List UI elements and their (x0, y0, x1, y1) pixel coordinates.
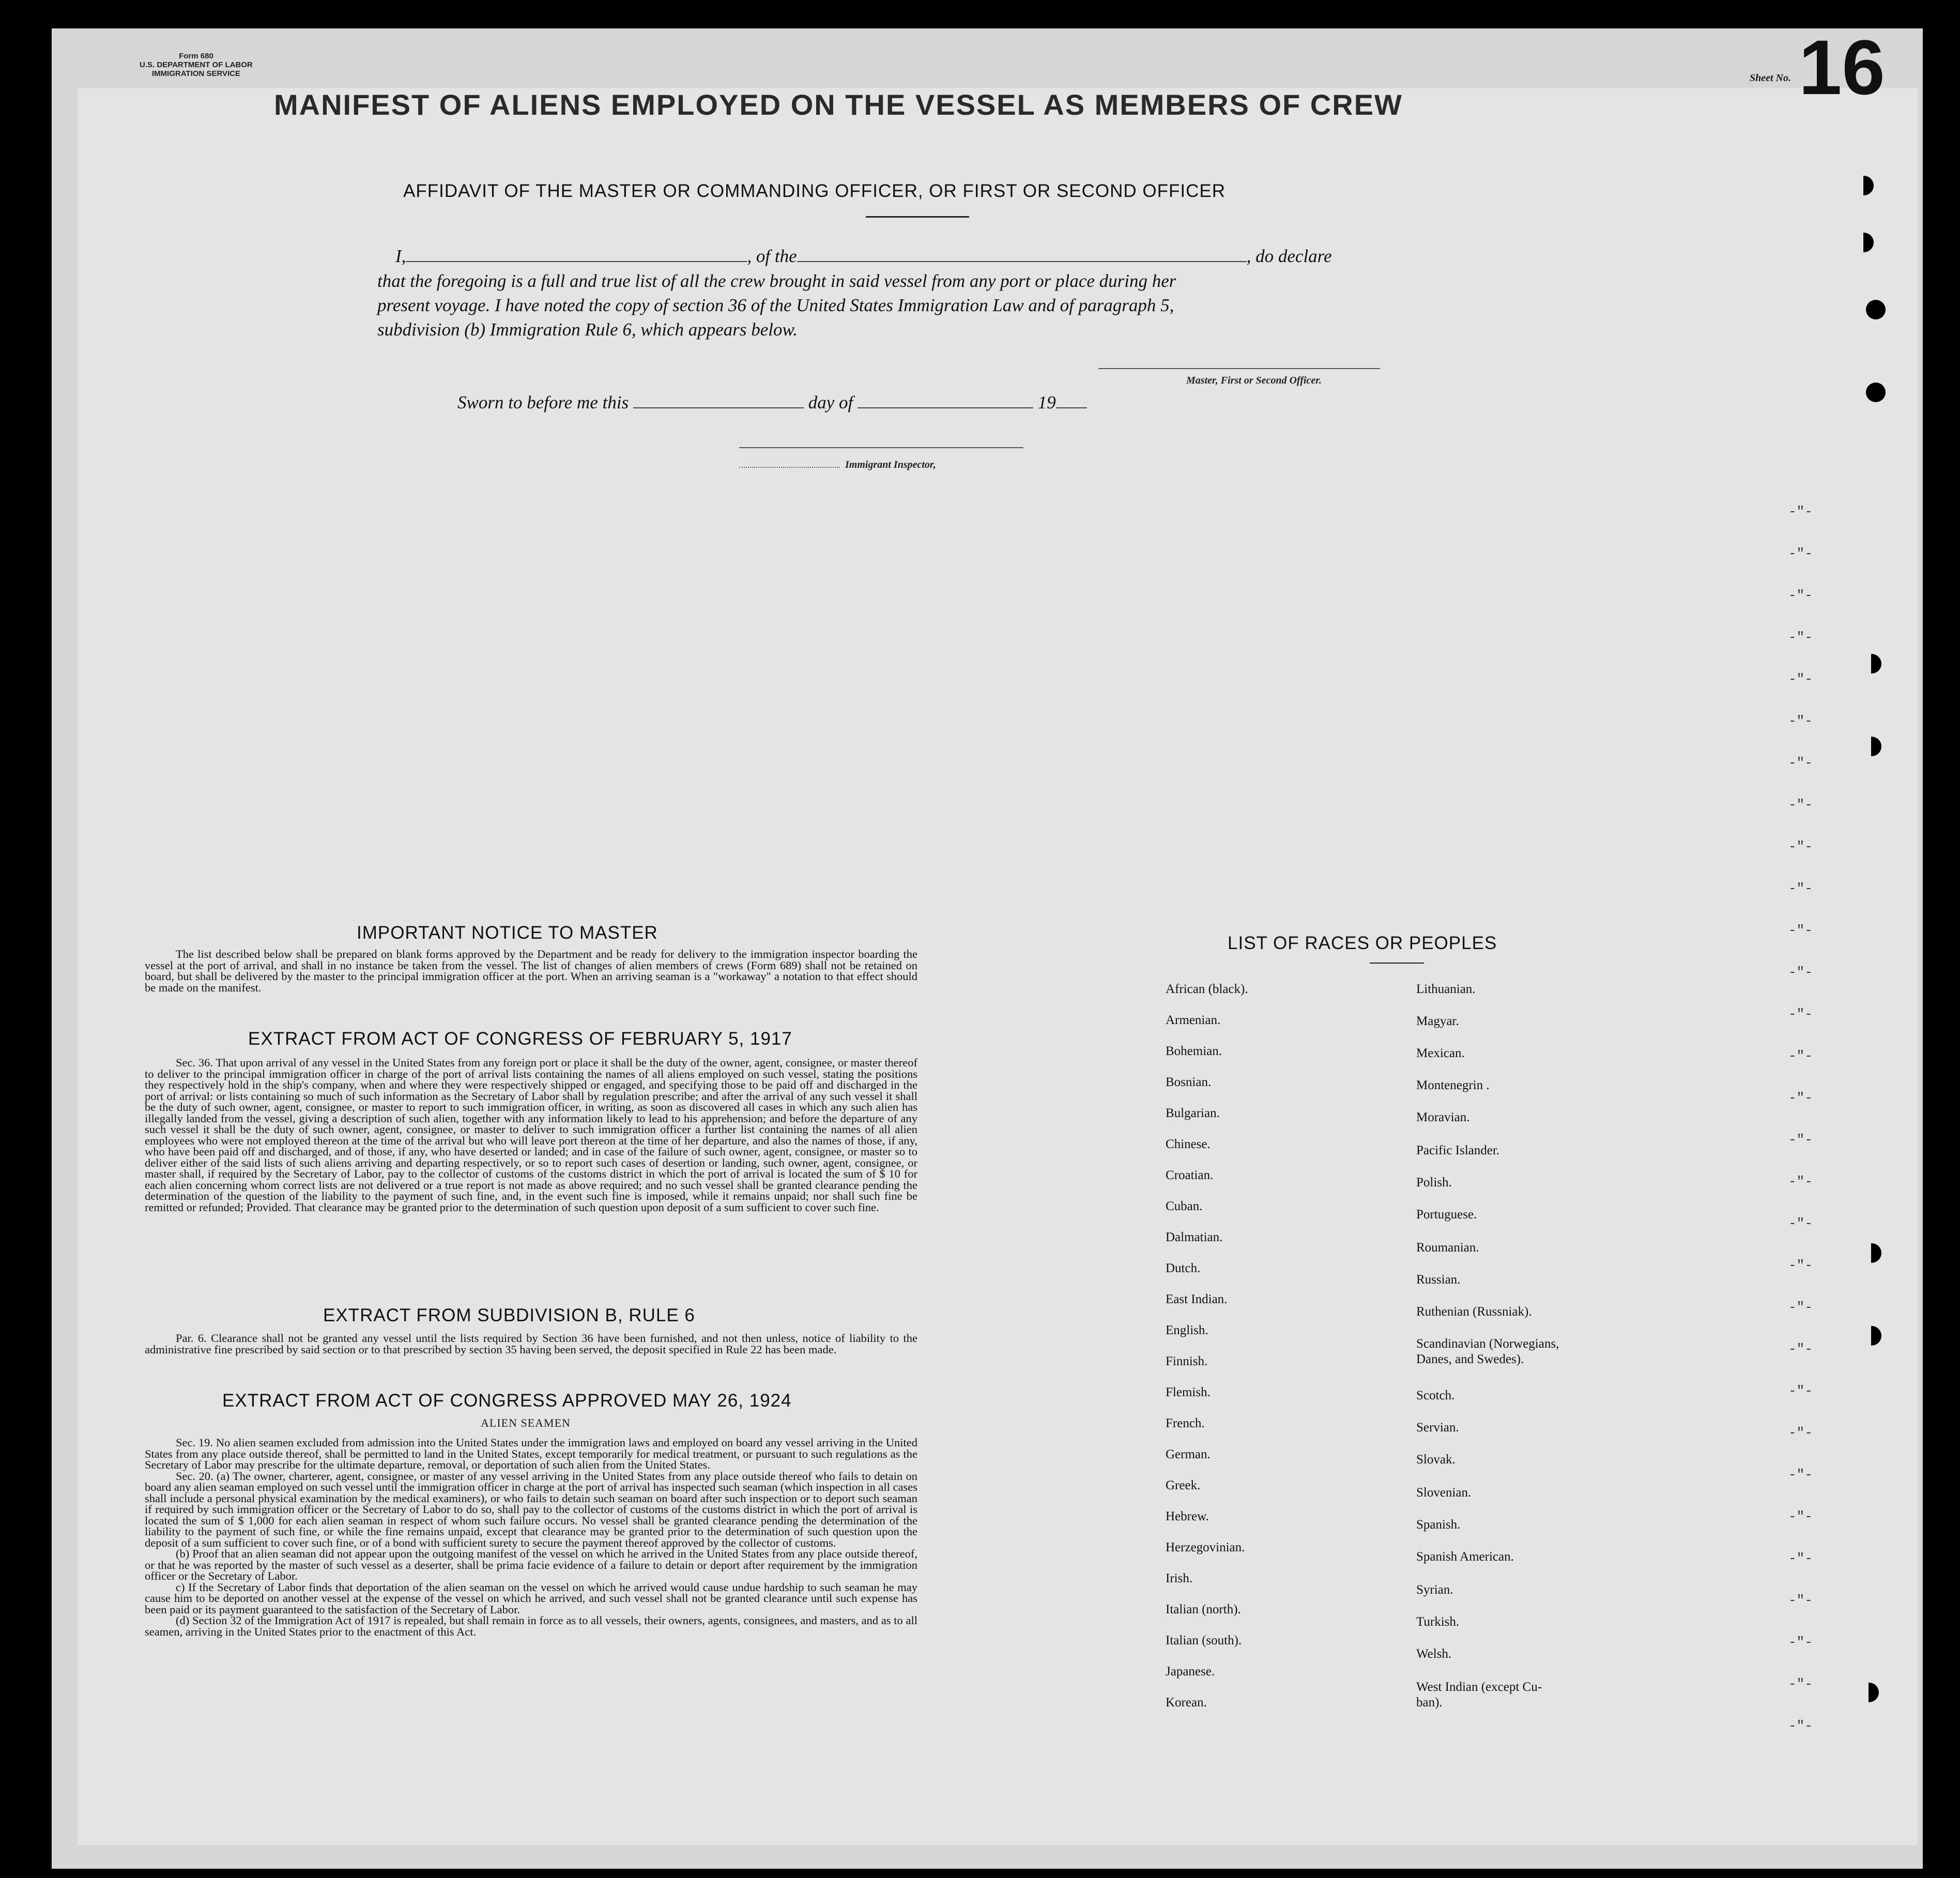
ditto-mark: -"- (1788, 1551, 1813, 1566)
ditto-mark: -"- (1788, 1509, 1813, 1524)
race-item: ban). (1416, 1696, 1443, 1709)
ditto-mark: -"- (1788, 881, 1813, 896)
race-item: Syrian. (1416, 1583, 1453, 1597)
race-item: Dalmatian. (1166, 1230, 1223, 1244)
ditto-mark: -"- (1788, 1676, 1813, 1692)
race-item: Polish. (1416, 1175, 1452, 1189)
sworn-year-field[interactable] (1056, 407, 1087, 408)
race-item: West Indian (except Cu- (1416, 1680, 1542, 1694)
race-item: Finnish. (1166, 1354, 1208, 1368)
race-item: Roumanian. (1416, 1241, 1479, 1255)
race-item: Irish. (1166, 1571, 1193, 1585)
race-item: Portuguese. (1416, 1208, 1477, 1222)
ditto-mark: -"- (1788, 965, 1813, 980)
notice-text (145, 949, 917, 993)
form-header (140, 52, 253, 78)
declaration-text (377, 269, 1383, 342)
race-item: Ruthenian (Russniak). (1416, 1305, 1532, 1319)
title-rule (866, 216, 969, 218)
vessel-field[interactable] (797, 261, 1247, 262)
race-item: Pacific Islander. (1416, 1143, 1500, 1157)
race-item: English. (1166, 1323, 1208, 1337)
declaration-line-4: subdivision (b) Immigration Rule 6, which appears below. (377, 319, 798, 340)
race-item: Scandinavian (Norwegians, (1416, 1337, 1559, 1351)
race-item: Bohemian. (1166, 1044, 1222, 1058)
extract-1917-title: EXTRACT FROM ACT OF CONGRESS OF FEBRUARY 5, 1917 (248, 1029, 792, 1049)
race-item: Turkish. (1416, 1615, 1460, 1629)
race-item: Chinese. (1166, 1137, 1211, 1151)
service-name: IMMIGRATION SERVICE (151, 69, 240, 78)
races-rule (1370, 963, 1424, 964)
ditto-mark: -"- (1788, 1048, 1813, 1064)
ditto-mark: -"- (1788, 671, 1813, 687)
ghost-title: MANIFEST OF ALIENS EMPLOYED ON THE VESSEL AS MEMBERS OF CREW (274, 88, 1403, 121)
sworn-month-field[interactable] (858, 407, 1033, 408)
inspector-signature-line[interactable] (739, 447, 1023, 448)
ditto-mark: -"- (1788, 923, 1813, 938)
rule-6-title: EXTRACT FROM SUBDIVISION B, RULE 6 (323, 1305, 695, 1325)
seamen-paragraph: (d) Section 32 of the Immigration Act of 1917 is repealed, but shall remain in force as to all vessels, their owners, agents, consignees, and masters, and as to all seamen, arriving in the United States prior to the enactment of this Act. (145, 1614, 917, 1638)
ditto-mark: -"- (1788, 630, 1813, 645)
race-item: Herzegovinian. (1166, 1540, 1245, 1554)
race-item: Japanese. (1166, 1665, 1215, 1678)
ditto-mark: -"- (1788, 588, 1813, 603)
ditto-mark: -"- (1788, 1593, 1813, 1608)
inspector-dots (739, 467, 840, 468)
ditto-mark: -"- (1788, 546, 1813, 561)
ditto-mark: -"- (1788, 797, 1813, 813)
master-signature-line[interactable] (1098, 368, 1380, 369)
notice-title: IMPORTANT NOTICE TO MASTER (357, 923, 658, 943)
ditto-mark: -"- (1788, 1341, 1813, 1357)
notice-paragraph: The list described below shall be prepared on blank forms approved by the Department and be ready for delivery to the immigration inspector boarding the vessel at the port of arrival, and shall in no instance be taken from the vessel. The list of changes of alien members of crews (Form 689) shall not be retained on board, but shall be delivered by the master to the principal immigration officer at the port. When an arriving seaman is a "workaway" a notation to that effect should be made on the manifest. (145, 948, 917, 994)
race-item: Flemish. (1166, 1385, 1211, 1399)
par-6-paragraph: Par. 6. Clearance shall not be granted any vessel until the lists required by Section 36 have been furnished, and not then unless, notice of liability to the administrative fine prescribed by said section or to that prescribed by section 35 having been served, the deposit specified in Rule 22 has been made. (145, 1332, 917, 1356)
race-item: Scotch. (1416, 1388, 1455, 1402)
race-item: Russian. (1416, 1273, 1461, 1287)
ditto-mark: -"- (1788, 1006, 1813, 1022)
of-the-label: , of the (747, 246, 797, 266)
ditto-mark: -"- (1788, 713, 1813, 729)
sworn-label: Sworn to before me this (457, 392, 629, 413)
ditto-mark: -"- (1788, 1300, 1813, 1315)
ditto-mark: -"- (1788, 1718, 1813, 1734)
extract-1924-text (145, 1437, 917, 1637)
ditto-mark: -"- (1788, 1258, 1813, 1273)
sworn-day-field[interactable] (633, 407, 804, 408)
race-item: Italian (south). (1166, 1633, 1242, 1647)
rule-6-text (145, 1333, 917, 1355)
alien-seamen-subtitle: ALIEN SEAMEN (481, 1416, 571, 1429)
department-name: U.S. DEPARTMENT OF LABOR (140, 60, 253, 69)
seamen-paragraph: c) If the Secretary of Labor finds that deportation of the alien seaman on the vessel on which he arrived would cause undue hardship to such seaman he may cause him to be deported on another vessel at the expense of the vessel on which he arrived, and such vessel shall not be granted clearance until such expense has been paid or its payment guaranteed to the satisfaction of the Secretary of Labor. (145, 1580, 917, 1616)
ditto-mark: -"- (1788, 1174, 1813, 1189)
punch-hole (1866, 383, 1886, 402)
race-item: African (black). (1166, 982, 1248, 996)
race-item: Hebrew. (1166, 1509, 1209, 1523)
race-item: Mexican. (1416, 1046, 1465, 1060)
sworn-line (457, 390, 1087, 415)
race-item: Montenegrin . (1416, 1078, 1490, 1092)
race-item: Italian (north). (1166, 1602, 1241, 1616)
extract-1917-text (145, 1057, 917, 1213)
ditto-mark: -"- (1788, 504, 1813, 520)
seamen-paragraph: Sec. 19. No alien seamen excluded from admission into the United States under the immigration laws and employed on board any vessel arriving in the United States from any place outside thereof, shall be permitted to land in the United States, except temporarily for medical treatment, or pursuant to such regulations as the Secretary of Labor may prescribe for the ultimate departure, removal, or deportation of such alien from the United States. (145, 1436, 917, 1471)
race-item: East Indian. (1166, 1292, 1228, 1306)
ditto-mark: -"- (1788, 755, 1813, 771)
race-item: Moravian. (1416, 1110, 1470, 1124)
sheet-number: 16 (1799, 24, 1885, 111)
sheet-label: Sheet No. (1750, 72, 1791, 84)
i-label: I, (395, 246, 406, 266)
day-of-label: day of (808, 392, 853, 413)
ditto-mark: -"- (1788, 1216, 1813, 1231)
race-item: Bulgarian. (1166, 1106, 1220, 1120)
ditto-mark: -"- (1788, 1132, 1813, 1148)
punch-hole (1866, 300, 1886, 319)
affidavit-title: AFFIDAVIT OF THE MASTER OR COMMANDING OFFICER, OR FIRST OR SECOND OFFICER (403, 181, 1226, 201)
race-item: Danes, and Swedes). (1416, 1352, 1524, 1366)
ditto-mark: -"- (1788, 1383, 1813, 1399)
sec-36-paragraph: Sec. 36. That upon arrival of any vessel in the United States from any foreign port or place it shall be the duty of the owner, agent, consignee, or master thereof to deliver to the principal immigration officer in charge of the port of arrival lists containing the names of all aliens employed on such vessel, stating the positions they respectively hold in the ship's company, when and where they were respectively shipped or engaged, and specifying those to be paid off and discharged in the port of arrival: or lists containing so much of such information as the Secretary of Labor shall by regulation prescribe; and after the arrival of any such vessel it shall be the duty of such owner, agent, consignee, or master to report to such immigration officer, in writing, as soon as discovered all cases in which any such alien has illegally landed from the vessel, giving a description of such alien, together with any information likely to lead to his apprehension; and before the departure of any such vessel it shall be the duty of such owner, agent, consignee, or master to deliver to such immigration officer a further list containing the names of all alien employees who were not employed thereon at the time of the arrival but who will leave port thereon at the time of her departure, and also the names of those, if any, who have been paid off and discharged, and of those, if any, who have deserted or landed; and in case of the failure of such owner, agent, consignee, or master so to deliver either of the said lists of such aliens arriving and departing respectively, or so to report such cases of desertion or landing, such owner, agent, consignee, or master shall, if required by the Secretary of Labor, pay to the collector of customs of the customs district in which the port of arrival is located the sum of $ 10 for each alien concerning whom correct lists are not delivered or a true report is not made as above required; and no such vessel shall be granted clearance pending the determination of the question of the liability to the payment of such fine, and, in the event such fine is imposed, while it remains unpaid; nor shall such fine be remitted or refunded; Provided. That clearance may be granted prior to the determination of such question upon deposit of a sum sufficient to cover such fine. (145, 1056, 917, 1214)
race-item: Greek. (1166, 1478, 1201, 1492)
extract-1924-title: EXTRACT FROM ACT OF CONGRESS APPROVED MAY 26, 1924 (222, 1391, 792, 1411)
declaration-line-3: present voyage. I have noted the copy of section 36 of the United States Immigration Law and of paragraph 5, (377, 295, 1174, 315)
declaration-line-2: that the foregoing is a full and true list of all the crew brought in said vessel from any port or place during her (377, 271, 1176, 291)
race-item: Slovak. (1416, 1453, 1456, 1467)
race-item: Welsh. (1416, 1647, 1452, 1661)
races-title: LIST OF RACES OR PEOPLES (1228, 933, 1497, 953)
ditto-mark: -"- (1788, 1635, 1813, 1650)
ditto-mark: -"- (1788, 1425, 1813, 1441)
ditto-mark: -"- (1788, 1467, 1813, 1483)
race-item: Croatian. (1166, 1168, 1214, 1182)
race-item: Slovenian. (1416, 1486, 1472, 1500)
race-item: Dutch. (1166, 1261, 1201, 1275)
seamen-paragraph: (b) Proof that an alien seaman did not appear upon the outgoing manifest of the vessel on which he arrived in the United States from any place outside thereof, or that he was reported by the master of such vessel as a deserter, shall be prima facie evidence of a failure to detain or deport after requirement by the immigration officer or the Secretary of Labor. (145, 1547, 917, 1582)
race-item: Spanish American. (1416, 1550, 1514, 1564)
race-item: Spanish. (1416, 1518, 1461, 1532)
form-number: Form 680 (179, 52, 213, 60)
declare-label: , do declare (1246, 246, 1332, 266)
seamen-paragraph: Sec. 20. (a) The owner, charterer, agent, consignee, or master of any vessel arriving in the United States from any place outside thereof who fails to detain on board any alien seaman employed on such vessel until the immigration officer in charge at the port of arrival has inspected such seaman (which inspection in all cases shall include a personal physical examination by the medical examiners), or who fails to detain such seaman on board after such inspection or to deport such seaman if required by such immigration officer or the Secretary of Labor to do so, shall pay to the collector of customs of the customs district in which the port of arrival is located the sum of $ 1,000 for each alien seaman in respect of whom such failure occurs. No vessel shall be granted clearance pending the determination of the liability to the payment of such fine, or while the fine remains unpaid, except that clearance may be granted prior to the determination of such question upon the deposit of a sum sufficient to cover such fine, or of a bond with sufficient surety to secure the payment thereof approved by the collector of customs. (145, 1469, 917, 1549)
race-item: Cuban. (1166, 1199, 1203, 1213)
year-label: 19 (1037, 392, 1056, 413)
race-item: Armenian. (1166, 1013, 1221, 1027)
ditto-mark: -"- (1788, 1090, 1813, 1106)
race-item: Servian. (1416, 1421, 1459, 1434)
name-field[interactable] (406, 261, 747, 262)
race-item: German. (1166, 1447, 1211, 1461)
race-item: Lithuanian. (1416, 982, 1476, 996)
race-item: Magyar. (1416, 1014, 1459, 1028)
inspector-label: Immigrant Inspector, (845, 459, 936, 470)
race-item: Bosnian. (1166, 1075, 1212, 1089)
race-item: French. (1166, 1416, 1205, 1430)
declaration-line (395, 244, 1332, 268)
ditto-mark: -"- (1788, 839, 1813, 854)
master-label: Master, First or Second Officer. (1186, 375, 1322, 386)
race-item: Korean. (1166, 1696, 1207, 1709)
